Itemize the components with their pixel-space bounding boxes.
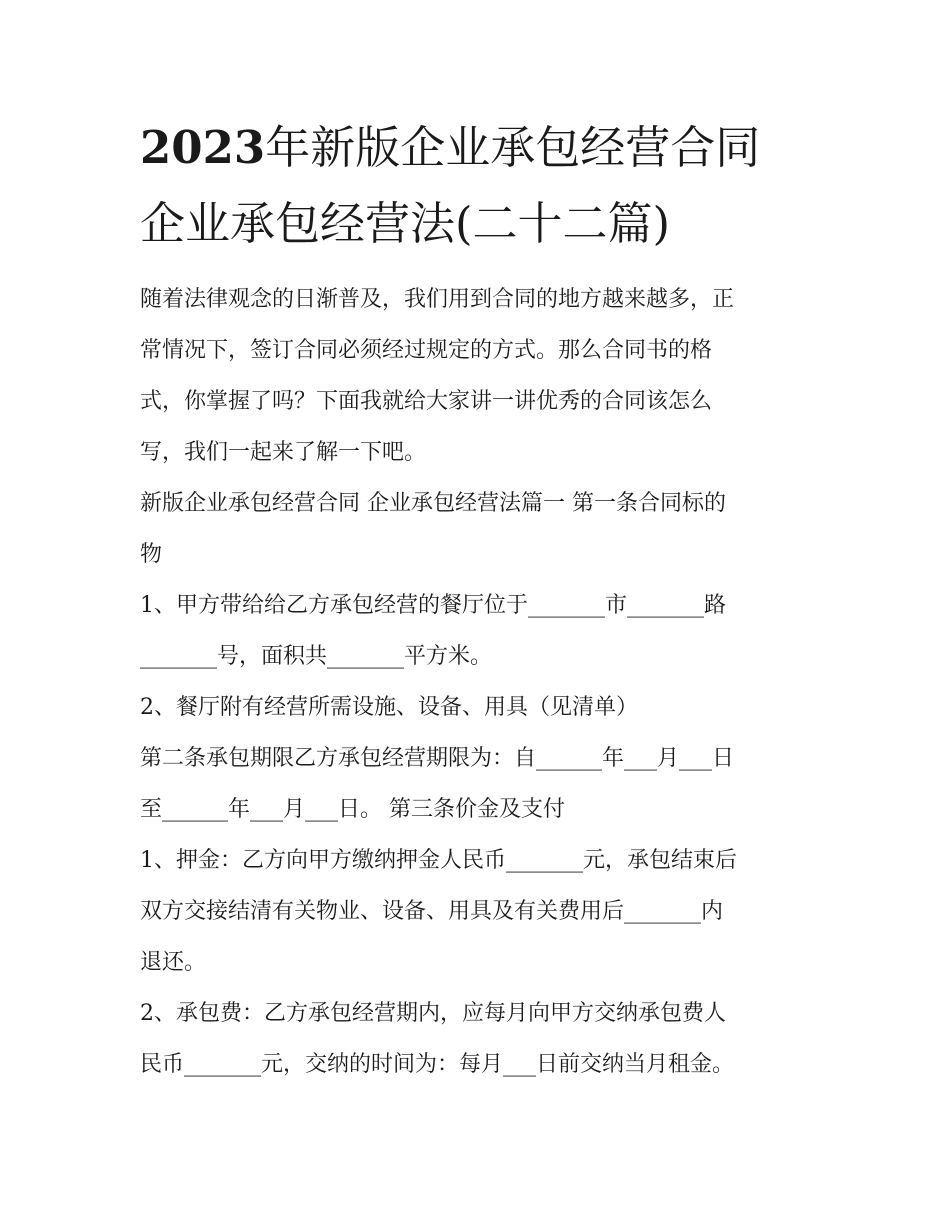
body-line: 写，我们一起来了解一下吧。	[140, 440, 427, 465]
body-line: 双方交接结清有关物业、设备、用具及有关费用后_______内	[140, 899, 724, 924]
body-line: 1、押金：乙方向甲方缴纳押金人民币_______元，承包结束后	[140, 848, 737, 873]
title-line-1	[140, 110, 820, 186]
document-body	[140, 274, 820, 1090]
body-line: 2、承包费：乙方承包经营期内，应每月向甲方交纳承包费人	[140, 1001, 726, 1026]
body-line: 式，你掌握了吗？下面我就给大家讲一讲优秀的合同该怎么	[140, 389, 713, 414]
body-line: 1、甲方带给给乙方承包经营的餐厅位于_______市_______路	[140, 593, 726, 618]
title-year: 2023	[140, 121, 266, 174]
body-line: 新版企业承包经营合同 企业承包经营法篇一 第一条合同标的	[140, 491, 726, 516]
body-line: 退还。	[140, 950, 207, 975]
body-line: 民币_______元，交纳的时间为：每月___日前交纳当月租金。	[140, 1052, 735, 1077]
body-line: 随着法律观念的日渐普及，我们用到合同的地方越来越多，正	[140, 287, 735, 312]
document-title	[140, 110, 820, 262]
body-line: 2、餐厅附有经营所需设施、设备、用具（见清单）	[140, 695, 638, 720]
body-line: _______号，面积共_______平方米。	[140, 644, 493, 669]
body-line: 物	[140, 542, 163, 567]
body-line: 至______年___月___日。 第三条价金及支付	[140, 797, 565, 822]
body-line: 常情况下，签订合同必须经过规定的方式。那么合同书的格	[140, 338, 713, 363]
title-line-1-text: 年新版企业承包经营合同	[265, 121, 761, 174]
body-line: 第二条承包期限乙方承包经营期限为：自______年___月___日	[140, 746, 735, 771]
title-line-2: 企业承包经营法(二十二篇)	[140, 197, 671, 250]
